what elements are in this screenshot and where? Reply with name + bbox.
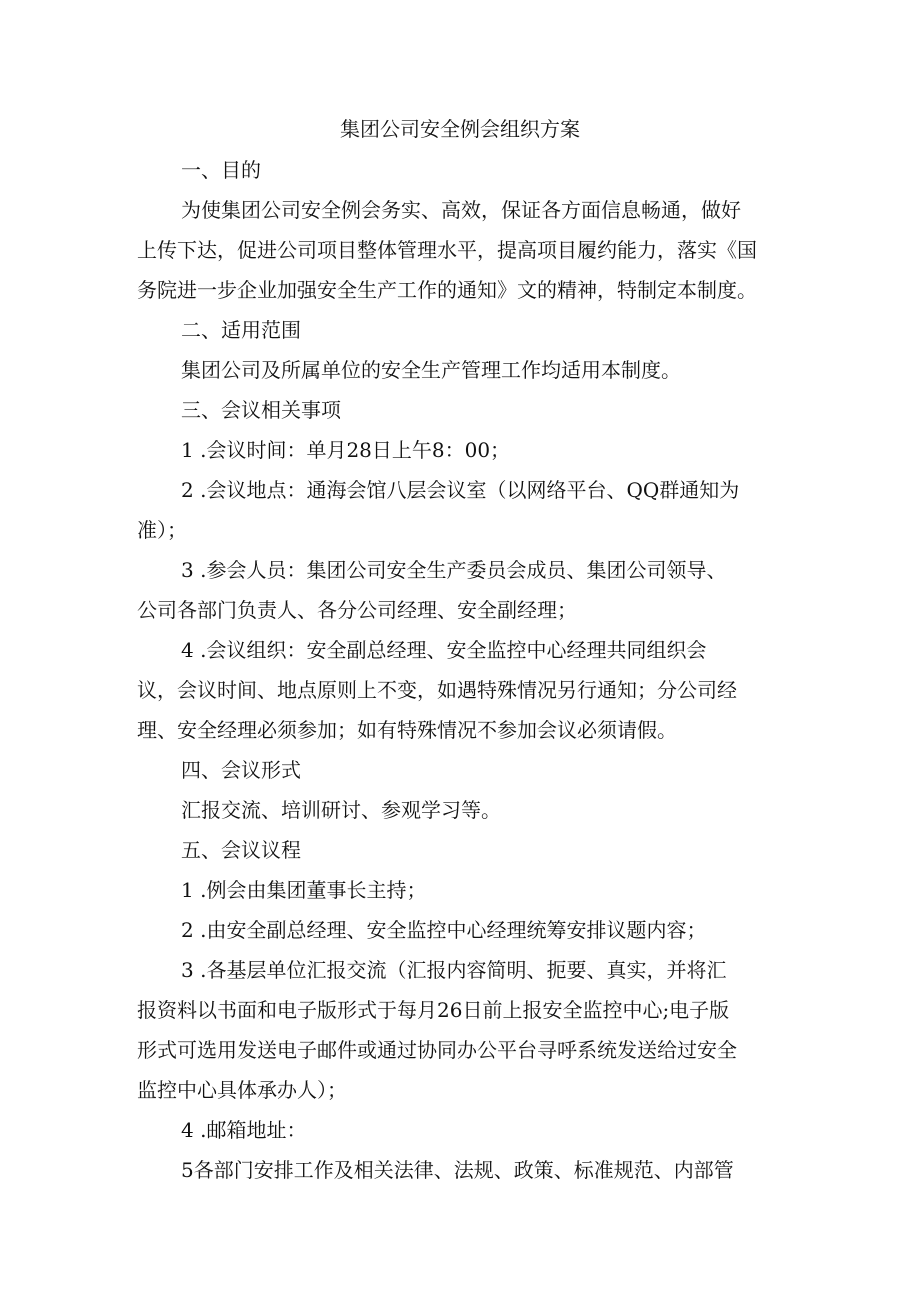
paragraph-line: 为使集团公司安全例会务实、高效，保证各方面信息畅通，做好 [181, 198, 741, 222]
section-heading-meeting-matters: 三、会议相关事项 [181, 398, 341, 422]
list-item-line: 2 .会议地点：通海会馆八层会议室（以网络平台、QQ群通知为 [181, 478, 740, 502]
paragraph-line: 汇报交流、培训研讨、参观学习等。 [181, 798, 501, 822]
list-item-continuation: 理、安全经理必须参加；如有特殊情况不参加会议必须请假。 [137, 718, 677, 742]
paragraph-line: 务院进一步企业加强安全生产工作的通知》文的精神，特制定本制度。 [137, 278, 757, 302]
section-heading-agenda: 五、会议议程 [181, 838, 301, 862]
section-heading-meeting-format: 四、会议形式 [181, 758, 301, 782]
list-item-line: 4 .邮箱地址： [181, 1118, 307, 1142]
section-heading-scope: 二、适用范围 [181, 318, 301, 342]
paragraph-line: 上传下达，促进公司项目整体管理水平，提高项目履约能力，落实《国 [137, 238, 757, 262]
list-item-line: 2 .由安全副总经理、安全监控中心经理统筹安排议题内容； [181, 918, 707, 942]
list-item-line: 5各部门安排工作及相关法律、法规、政策、标准规范、内部管 [181, 1158, 734, 1182]
paragraph-line: 集团公司及所属单位的安全生产管理工作均适用本制度。 [181, 358, 681, 382]
list-item-continuation: 议，会议时间、地点原则上不变，如遇特殊情况另行通知；分公司经 [137, 678, 737, 702]
list-item-continuation: 监控中心具体承办人）； [137, 1078, 347, 1102]
list-item-line: 1 .会议时间：单月28日上午8：00； [181, 438, 511, 462]
list-item-continuation: 形式可选用发送电子邮件或通过协同办公平台寻呼系统发送给过安全 [137, 1038, 737, 1062]
list-item-line: 1 .例会由集团董事长主持； [181, 878, 427, 902]
list-item-line: 4 .会议组织：安全副总经理、安全监控中心经理共同组织会 [181, 638, 707, 662]
list-item-line: 3 .参会人员：集团公司安全生产委员会成员、集团公司领导、 [181, 558, 727, 582]
list-item-continuation: 准）； [137, 518, 187, 542]
list-item-continuation: 公司各部门负责人、各分公司经理、安全副经理； [137, 598, 577, 622]
list-item-line: 3 .各基层单位汇报交流（汇报内容简明、扼要、真实，并将汇 [181, 958, 727, 982]
list-item-continuation: 报资料以书面和电子版形式于每月26日前上报安全监控中心;电子版 [137, 998, 730, 1022]
document-title: 集团公司安全例会组织方案 [340, 117, 580, 141]
section-heading-purpose: 一、目的 [181, 158, 261, 182]
